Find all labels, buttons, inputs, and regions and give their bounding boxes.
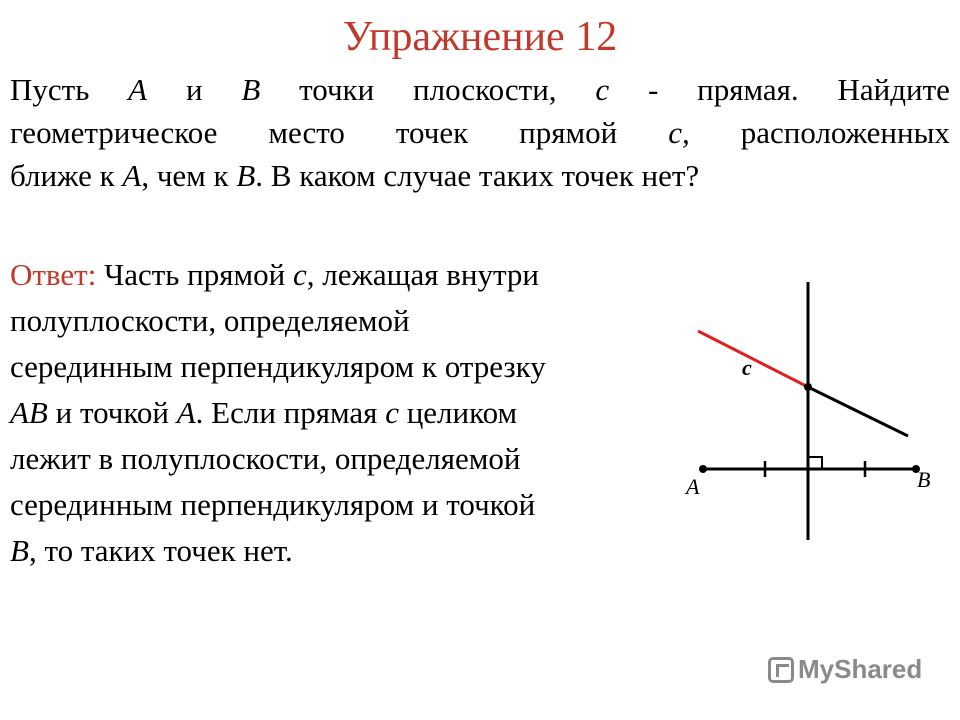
line-c: c, (668, 115, 690, 150)
slide-title: Упражнение 12 (342, 14, 618, 60)
label-c: c (742, 355, 752, 380)
word: место (268, 115, 345, 150)
intersection-point (804, 383, 812, 391)
word: расположенных (740, 115, 950, 150)
text: . В каком случае таких точек нет? (255, 158, 700, 193)
line-c-red-part (698, 331, 808, 387)
word: Найдите (837, 72, 950, 107)
line-c: c (595, 72, 610, 107)
logo-icon (768, 657, 794, 683)
answer-line-6: серединным перпендикуляром и точкой (10, 487, 536, 522)
text: . Если прямая (195, 395, 386, 430)
answer-line-3: серединным перпендикуляром к отрезку (10, 349, 546, 384)
point-a: A (176, 395, 196, 430)
word: геометрическое (10, 115, 218, 150)
watermark-text: MyShared (798, 654, 923, 684)
word: плоскости, (413, 72, 557, 107)
answer-line-2: полуплоскости, определяемой (10, 303, 410, 338)
text: и точкой (47, 395, 177, 430)
label-a: A (686, 474, 700, 499)
watermark-logo (768, 654, 922, 685)
word: и (185, 72, 203, 107)
text: , чем к (141, 158, 237, 193)
line-c-black-part (808, 387, 908, 436)
answer-line-5: лежит в полуплоскости, определяемой (10, 441, 521, 476)
answer-label: Ответ: (10, 257, 97, 292)
word: прямой (519, 115, 618, 150)
word: точки (299, 72, 375, 107)
word: Пусть (10, 72, 90, 107)
point-a-dot (699, 465, 707, 473)
word: прямая. (697, 72, 799, 107)
point-b: B (236, 158, 256, 193)
word: точек (395, 115, 469, 150)
label-b: B (917, 467, 931, 492)
point-b: B (241, 72, 261, 107)
point-b: B (10, 533, 29, 568)
line-c: c (385, 395, 399, 430)
text: ближе к (10, 158, 123, 193)
line-c: c (292, 257, 307, 292)
right-angle-mark (808, 457, 822, 469)
word: - (647, 72, 659, 107)
point-a: A (128, 72, 148, 107)
segment-ab: AB (10, 395, 48, 430)
text: , то таких точек нет. (28, 533, 293, 568)
text: , лежащая внутри (306, 257, 540, 292)
point-a: A (122, 158, 142, 193)
text: Часть прямой (96, 257, 293, 292)
text: целиком (398, 395, 518, 430)
